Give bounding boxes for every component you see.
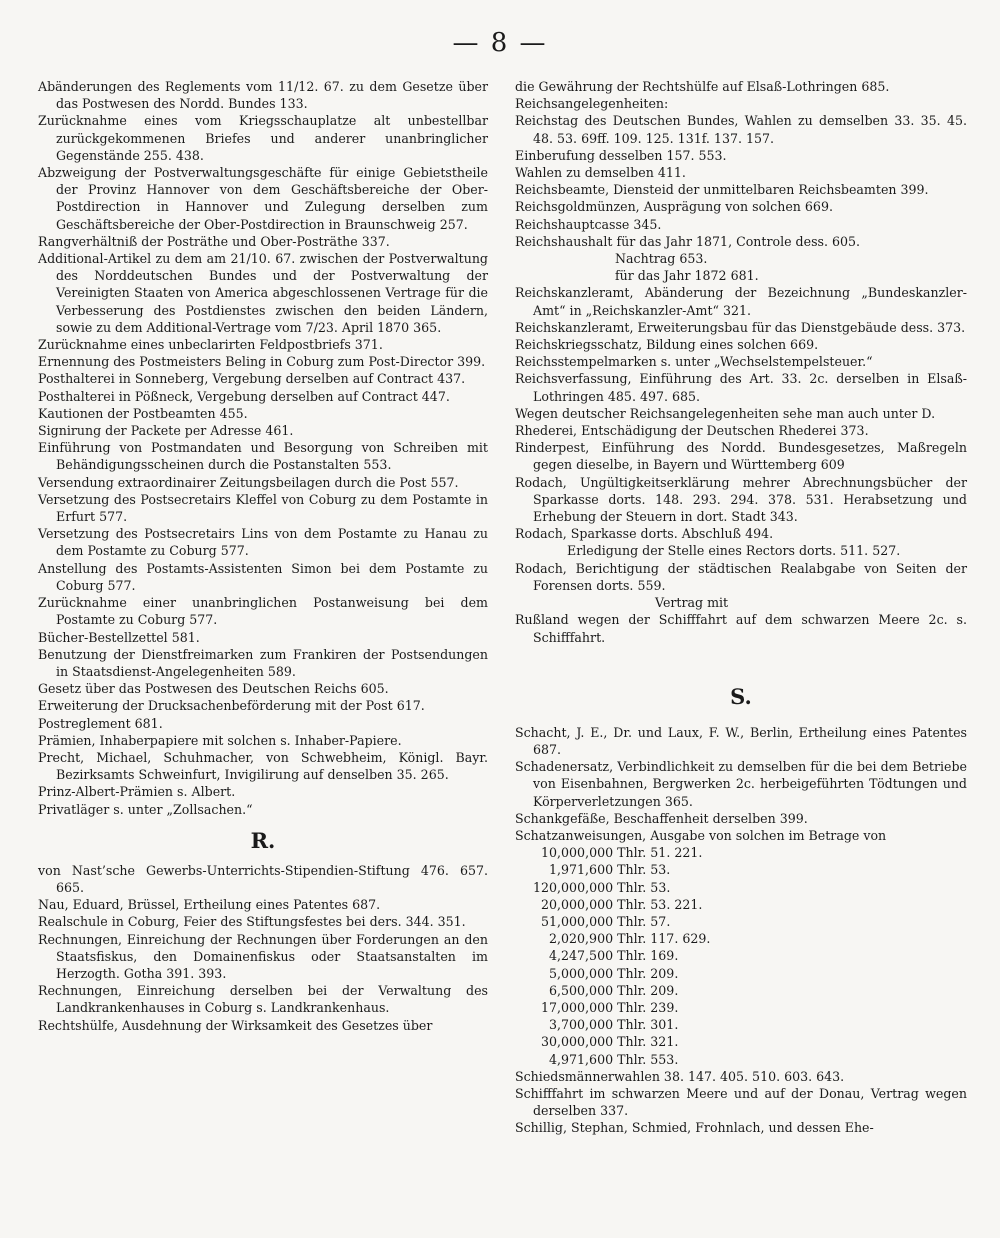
index-entry: 4,247,500 Thlr. 169. — [549, 948, 679, 964]
index-entry: Prämien, Inhaberpapiere mit solchen s. Inhaber-Papiere. — [38, 732, 402, 748]
index-entry: Reichsverfassung, Einführung des Art. 33. 2c. derselben in Elsaß-Lothringen 485. 497. 685. — [515, 371, 967, 404]
index-entry: Abzweigung der Postverwaltungsgeschäfte für einige Gebietstheile der Provinz Hannover von dem Geschäftsbereiche der Ober-Postdirection in Hannover und Zulegung derselben zum Geschäftsbereiche der Ober-Postdirection in Braunschweig 257. — [38, 165, 488, 232]
index-entry: Erweiterung der Drucksachenbeförderung mit der Post 617. — [38, 698, 425, 714]
index-entry: 17,000,000 Thlr. 239. — [541, 999, 679, 1015]
index-entry: Rodach, Berichtigung der städtischen Realabgabe von Seiten der Forensen dorts. 559. — [515, 560, 967, 593]
index-entry: Rhederei, Entschädigung der Deutschen Rhederei 373. — [515, 423, 869, 439]
index-entry: Rechnungen, Einreichung der Rechnungen über Forderungen an den Staatsfiskus, den Domainenfiskus oder Staatsanstalten im Herzogth. Gotha 391. 393. — [38, 931, 488, 981]
index-entry: Benutzung der Dienstfreimarken zum Frankiren der Postsendungen in Staatsdienst-Angelegenheiten 589. — [38, 646, 488, 679]
index-entry: 3,700,000 Thlr. 301. — [549, 1017, 679, 1033]
index-entry: Bücher-Bestellzettel 581. — [38, 629, 200, 645]
index-entry: Rodach, Ungültigkeitserklärung mehrer Abrechnungsbücher der Sparkasse dorts. 148. 293. 294. 378. 531. Herabsetzung und Erhebung der Steuern in dort. Stadt 343. — [515, 474, 967, 525]
index-entry: Nachtrag 653. — [615, 251, 708, 267]
index-entry: Rußland wegen der Schifffahrt auf dem schwarzen Meere 2c. s. Schifffahrt. — [515, 612, 967, 645]
index-entry: Signirung der Packete per Adresse 461. — [38, 423, 294, 439]
index-entry: Schiedsmännerwahlen 38. 147. 405. 510. 603. 643. — [515, 1068, 845, 1084]
index-entry: Einführung von Postmandaten und Besorgung von Schreiben mit Behändigungsscheinen durch die Postanstalten 553. — [38, 440, 488, 473]
index-entry: Zurücknahme eines vom Kriegsschauplatze alt unbestellbar zurückgekommenen Briefes und anderer unanbringlicher Gegenstände 255. 438. — [38, 113, 488, 163]
index-entry: Realschule in Coburg, Feier des Stiftungsfestes bei ders. 344. 351. — [38, 914, 466, 930]
index-entry: Schifffahrt im schwarzen Meere und auf der Donau, Vertrag wegen derselben 337. — [515, 1085, 967, 1119]
index-entry: Reichsbeamte, Diensteid der unmittelbaren Reichsbeamten 399. — [515, 182, 929, 198]
index-entry: Zurücknahme einer unanbringlichen Postanweisung bei dem Postamte zu Coburg 577. — [38, 595, 488, 628]
index-entry: Reichshaushalt für das Jahr 1871, Controle dess. 605. — [515, 233, 861, 249]
index-entry: Reichsgoldmünzen, Ausprägung von solchen 669. — [515, 199, 833, 215]
index-entry: Versetzung des Postsecretairs Lins von dem Postamte zu Hanau zu dem Postamte zu Coburg 577. — [38, 526, 488, 559]
index-entry: Zurücknahme eines unbeclarirten Feldpostbriefs 371. — [38, 337, 383, 353]
index-entry: Posthalterei in Sonneberg, Vergebung derselben auf Contract 437. — [38, 371, 466, 387]
index-entry: Kautionen der Postbeamten 455. — [38, 405, 248, 421]
index-entry: Ernennung des Postmeisters Beling in Coburg zum Post-Director 399. — [38, 354, 486, 370]
index-entry: Gesetz über das Postwesen des Deutschen Reichs 605. — [38, 681, 389, 697]
page-number: — 8 — — [452, 28, 548, 58]
index-entry: Wahlen zu demselben 411. — [515, 165, 686, 181]
index-entry: Reichskanzleramt, Erweiterungsbau für das Dienstgebäude dess. 373. — [515, 319, 966, 335]
index-entry: Posthalterei in Pößneck, Vergebung derselben auf Contract 447. — [38, 388, 450, 404]
index-entry: Schadenersatz, Verbindlichkeit zu demselben für die bei dem Betriebe von Eisenbahnen, Bergwerken 2c. herbeigeführten Tödtungen und Körperverletzungen 365. — [515, 759, 967, 809]
right-entries — [515, 78, 967, 646]
index-entry: Rechnungen, Einreichung derselben bei der Verwaltung des Landkrankenhauses in Coburg s. Landkrankenhaus. — [38, 983, 488, 1016]
index-entry: Postreglement 681. — [38, 715, 163, 731]
index-entry: 20,000,000 Thlr. 53. 221. — [541, 896, 703, 912]
index-entry: Reichshauptcasse 345. — [515, 216, 662, 232]
index-entry: 30,000,000 Thlr. 321. — [541, 1034, 679, 1050]
index-entry: Rangverhältniß der Posträthe und Ober-Posträthe 337. — [38, 233, 390, 249]
index-entry: Einberufung desselben 157. 553. — [515, 147, 727, 163]
index-entry: Precht, Michael, Schuhmacher, von Schwebheim, Königl. Bayr. Bezirksamts Schweinfurt, Invigilirung auf denselben 35. 265. — [38, 749, 488, 783]
right-column — [515, 78, 967, 1137]
index-entry: Privatläger s. unter „Zollsachen.“ — [38, 801, 253, 817]
index-entry: Reichstag des Deutschen Bundes, Wahlen zu demselben 33. 35. 45. 48. 53. 69ff. 109. 125. 131f. 137. 157. — [515, 113, 967, 146]
index-entry: 1,971,600 Thlr. 53. — [549, 862, 671, 878]
index-entry: Additional-Artikel zu dem am 21/10. 67. zwischen der Postverwaltung des Norddeutschen Bundes und der Postverwaltung der Vereinigten Staaten von America abgeschlossenen Vertrage für die Verbesserung des Postdienstes zwischen den beiden Ländern, sowie zu dem Additional-Vertrage vom 7/23. April 1870 365. — [38, 251, 488, 335]
index-entry: von Nast’sche Gewerbs-Unterrichts-Stipendien-Stiftung 476. 657. 665. — [38, 862, 488, 895]
left-entries-r — [38, 862, 488, 1034]
index-entry: Reichsangelegenheiten: — [515, 96, 669, 112]
index-entry: Vertrag mit — [655, 595, 729, 611]
index-entry: Versetzung des Postsecretairs Kleffel von Coburg zu dem Postamte in Erfurt 577. — [38, 491, 488, 525]
index-entry: Rinderpest, Einführung des Nordd. Bundesgesetzes, Maßregeln gegen dieselbe, in Bayern und Württemberg 609 — [515, 440, 967, 473]
index-entry: 10,000,000 Thlr. 51. 221. — [541, 845, 703, 861]
index-entry: Erledigung der Stelle eines Rectors dorts. 511. 527. — [567, 543, 901, 559]
index-entry: Reichskanzleramt, Abänderung der Bezeichnung „Bundeskanzler-Amt“ in „Reichskanzler-Amt“ 321. — [515, 285, 967, 318]
index-entry: Versendung extraordinairer Zeitungsbeilagen durch die Post 557. — [38, 474, 459, 490]
section-letter-s: S. — [730, 683, 752, 709]
index-entry: 120,000,000 Thlr. 53. — [533, 879, 671, 895]
index-entry: Nau, Eduard, Brüssel, Ertheilung eines Patentes 687. — [38, 897, 381, 913]
index-entry: Reichskriegsschatz, Bildung eines solchen 669. — [515, 337, 819, 353]
index-entry: 6,500,000 Thlr. 209. — [549, 982, 679, 998]
index-entry: Schacht, J. E., Dr. und Laux, F. W., Berlin, Ertheilung eines Patentes 687. — [515, 724, 967, 757]
left-entries — [38, 78, 488, 818]
index-entry: Schillig, Stephan, Schmied, Frohnlach, und dessen Ehe- — [515, 1120, 874, 1136]
left-column — [38, 78, 488, 1034]
right-entries-s — [515, 724, 967, 1137]
index-entry: 4,971,600 Thlr. 553. — [549, 1051, 679, 1067]
index-entry: 5,000,000 Thlr. 209. — [549, 965, 679, 981]
index-entry: Schatzanweisungen, Ausgabe von solchen im Betrage von — [515, 827, 887, 843]
index-entry: 2,020,900 Thlr. 117. 629. — [549, 931, 711, 947]
index-entry: Rodach, Sparkasse dorts. Abschluß 494. — [515, 526, 774, 542]
index-entry: Wegen deutscher Reichsangelegenheiten sehe man auch unter D. — [515, 405, 936, 421]
index-entry: Abänderungen des Reglements vom 11/12. 67. zu dem Gesetze über das Postwesen des Nordd. Bundes 133. — [38, 79, 488, 112]
section-gap — [515, 646, 967, 674]
index-entry: Rechtshülfe, Ausdehnung der Wirksamkeit des Gesetzes über — [38, 1017, 433, 1033]
index-entry: die Gewährung der Rechtshülfe auf Elsaß-Lothringen 685. — [515, 79, 890, 94]
index-entry: Schankgefäße, Beschaffenheit derselben 399. — [515, 810, 808, 826]
section-letter-r: R. — [250, 827, 276, 853]
index-entry: Reichsstempelmarken s. unter „Wechselstempelsteuer.“ — [515, 354, 873, 370]
index-entry: für das Jahr 1872 681. — [615, 268, 759, 284]
index-entry: Prinz-Albert-Prämien s. Albert. — [38, 784, 236, 800]
index-entry: Anstellung des Postamts-Assistenten Simon bei dem Postamte zu Coburg 577. — [38, 560, 488, 593]
index-entry: 51,000,000 Thlr. 57. — [541, 913, 671, 929]
